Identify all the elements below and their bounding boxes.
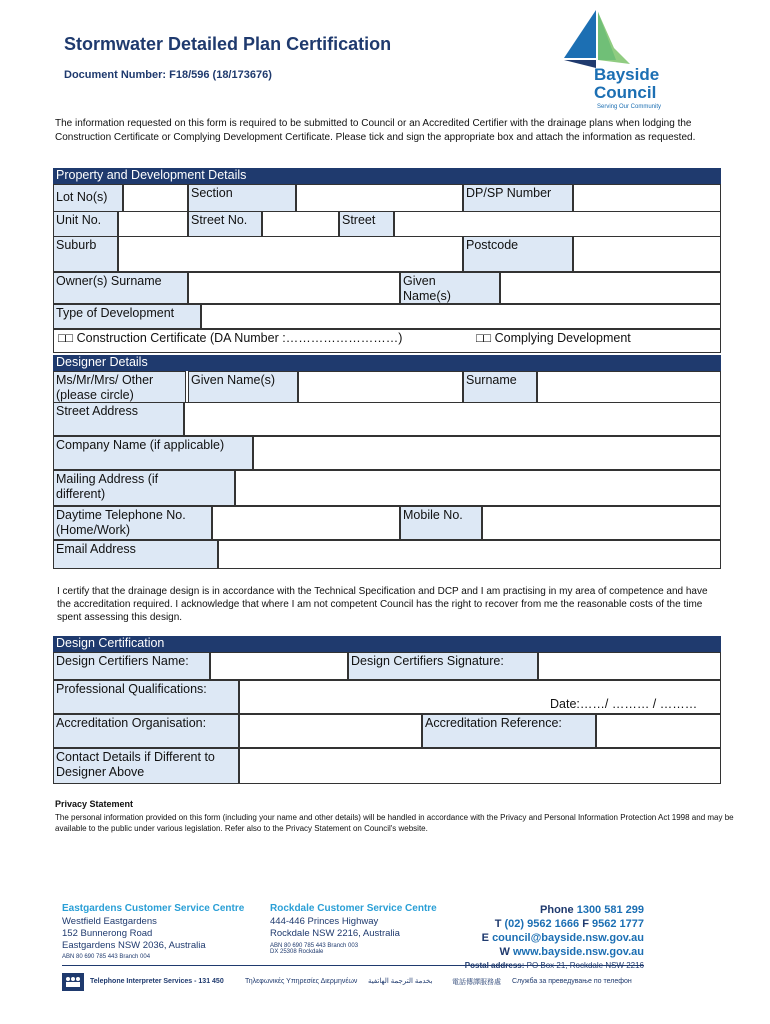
certifier-name-label: Design Certifiers Name: bbox=[53, 652, 210, 680]
owner-surname-input[interactable] bbox=[188, 272, 400, 304]
type-of-development-input[interactable] bbox=[201, 304, 721, 329]
suburb-input[interactable] bbox=[118, 236, 463, 272]
postcode-input[interactable] bbox=[573, 236, 721, 272]
certification-statement: I certify that the drainage design is in accordance with the Technical Specification and DCP and I am practising in my area of competence and have the accreditation required. I acknowledge that where I am not competent Council has the right to recover from me the reasonable costs of the time spent assessing this design. bbox=[57, 586, 708, 623]
daytime-telephone-label: Daytime Telephone No. (Home/Work) bbox=[53, 506, 212, 540]
given-names-label: Given Name(s) bbox=[400, 272, 500, 304]
property-section-heading: Property and Development Details bbox=[53, 168, 721, 184]
checkbox-icon[interactable]: □□ bbox=[58, 331, 74, 345]
street-no-input[interactable] bbox=[262, 211, 339, 238]
street-address-label: Street Address bbox=[53, 402, 184, 436]
given-names-input[interactable] bbox=[500, 272, 721, 304]
phone-link[interactable]: 1300 581 299 bbox=[576, 904, 644, 916]
contact-details-label: Contact Details if Different to Designer Above bbox=[53, 748, 239, 784]
checkbox-icon[interactable]: □□ bbox=[476, 331, 492, 345]
dpsp-input[interactable] bbox=[573, 184, 721, 213]
certifier-name-input[interactable] bbox=[210, 652, 348, 680]
designer-given-name-label: Given Name(s) bbox=[188, 371, 298, 404]
daytime-telephone-input[interactable] bbox=[212, 506, 400, 540]
street-no-label: Street No. bbox=[188, 211, 262, 238]
accreditation-organisation-label: Accreditation Organisation: bbox=[53, 714, 239, 748]
street-address-input[interactable] bbox=[184, 402, 721, 436]
contact-details-input[interactable] bbox=[239, 748, 721, 784]
street-input[interactable] bbox=[394, 211, 721, 238]
designer-given-name-input[interactable] bbox=[298, 371, 463, 404]
website-link[interactable]: www.bayside.nsw.gov.au bbox=[512, 946, 644, 958]
privacy-title: Privacy Statement bbox=[55, 799, 134, 809]
interpreter-english: Telephone Interpreter Services - 131 450 bbox=[90, 978, 224, 985]
owner-surname-label: Owner(s) Surname bbox=[53, 272, 188, 304]
rockdale-centre: Rockdale Customer Service Centre 444-446 Princes Highway Rockdale NSW 2216, Australia ABN 80 690 785 443 Branch 003 DX 25308 Rockdale bbox=[270, 903, 437, 955]
dpsp-label: DP/SP Number bbox=[463, 184, 573, 213]
interpreter-greek: Τηλεφωνικές Υπηρεσίες Διερμηνέων bbox=[245, 978, 358, 985]
designer-surname-input[interactable] bbox=[537, 371, 721, 404]
mailing-address-input[interactable] bbox=[235, 470, 721, 506]
suburb-label: Suburb bbox=[53, 236, 118, 272]
lot-input[interactable] bbox=[123, 184, 188, 213]
designer-surname-label: Surname bbox=[463, 371, 537, 404]
company-name-input[interactable] bbox=[253, 436, 721, 470]
footer-divider bbox=[62, 965, 644, 966]
section-input[interactable] bbox=[296, 184, 463, 213]
logo-tagline: Serving Our Community bbox=[597, 104, 662, 110]
logo-wordmark: Bayside Council bbox=[594, 65, 660, 102]
contact-block: Phone 1300 581 299 T (02) 9562 1666 F 9562 1777 E council@bayside.nsw.gov.au W www.bayside.nsw.gov.au bbox=[481, 904, 644, 958]
construction-certificate-option[interactable]: □□ Construction Certificate (DA Number :………………………) bbox=[58, 331, 403, 345]
email-address-label: Email Address bbox=[53, 540, 218, 569]
professional-qualifications-label: Professional Qualifications: bbox=[53, 680, 239, 714]
date-field[interactable]: Date:……/ ……… / ……… bbox=[550, 697, 698, 711]
interpreter-macedonian: Служба за преведување по телефон bbox=[512, 978, 632, 985]
accreditation-reference-label: Accreditation Reference: bbox=[422, 714, 596, 748]
bayside-sail-logo-icon bbox=[560, 8, 640, 70]
accreditation-reference-input[interactable] bbox=[596, 714, 721, 748]
designer-section-heading: Designer Details bbox=[53, 355, 721, 371]
street-label: Street bbox=[339, 211, 394, 238]
unit-input[interactable] bbox=[118, 211, 188, 238]
page-title: Stormwater Detailed Plan Certification bbox=[64, 34, 392, 54]
privacy-text: The personal information provided on this form (including your name and other details) will be handled in accordance with the Privacy and Personal Information Protection Act 1998 and may be available to the public under various legislation. Refer also to the Privacy Statement on Council's website. bbox=[55, 813, 734, 833]
design-certification-heading: Design Certification bbox=[53, 636, 721, 652]
email-address-input[interactable] bbox=[218, 540, 721, 569]
company-name-label: Company Name (if applicable) bbox=[53, 436, 253, 470]
certifier-signature-label: Design Certifiers Signature: bbox=[348, 652, 538, 680]
accreditation-organisation-input[interactable] bbox=[239, 714, 422, 748]
postcode-label: Postcode bbox=[463, 236, 573, 272]
interpreter-arabic: بخدمة الترجمة الهاتفية bbox=[368, 978, 433, 985]
complying-development-option[interactable]: □□ Complying Development bbox=[476, 331, 631, 345]
intro-text: The information requested on this form is required to be submitted to Council or an Accredited Certifier with the drainage plans when lodging the Construction Certificate or Complying Development Certificate. Please tick and sign the appropriate box and attach the information as requested. bbox=[55, 118, 696, 143]
mobile-label: Mobile No. bbox=[400, 506, 482, 540]
interpreter-chinese: 電話傳譯服務處 bbox=[452, 979, 501, 986]
mobile-input[interactable] bbox=[482, 506, 721, 540]
designer-title-label: Ms/Mr/Mrs/ Other (please circle) bbox=[53, 371, 186, 404]
document-number: Document Number: F18/596 (18/173676) bbox=[64, 69, 272, 81]
section-label: Section bbox=[188, 184, 296, 213]
unit-label: Unit No. bbox=[53, 211, 118, 238]
eastgardens-centre: Eastgardens Customer Service Centre Westfield Eastgardens 152 Bunnerong Road Eastgardens NSW 2036, Australia ABN 80 690 785 443 Branch 004 bbox=[62, 903, 245, 960]
email-link[interactable]: council@bayside.nsw.gov.au bbox=[492, 932, 644, 944]
lot-label: Lot No(s) bbox=[53, 184, 123, 213]
type-of-development-label: Type of Development bbox=[53, 304, 201, 329]
interpreter-icon bbox=[62, 973, 84, 991]
mailing-address-label: Mailing Address (if different) bbox=[53, 470, 235, 506]
certifier-signature-input[interactable] bbox=[538, 652, 721, 680]
